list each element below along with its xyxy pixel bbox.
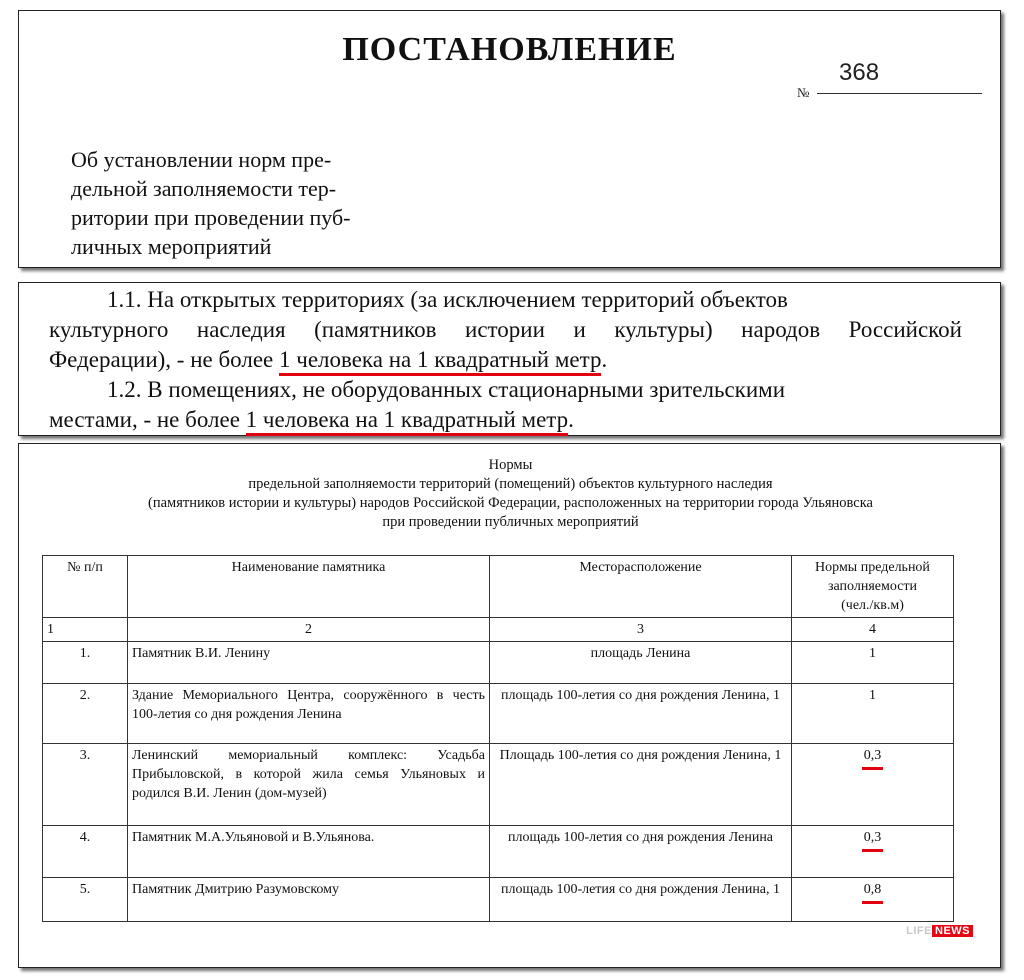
row-norm: [792, 744, 954, 826]
lifenews-watermark: [906, 925, 973, 937]
column-number: 3: [490, 618, 792, 642]
resolution-subject: [71, 145, 431, 261]
heading-line: при проведении публичных мероприятий: [382, 514, 639, 530]
clause-1-2-line-1: 1.2. В помещениях, не оборудованных стационарными зрительскими: [107, 377, 786, 402]
column-header-location: Месторасположение: [490, 556, 792, 618]
row-norm: [792, 878, 954, 922]
norm-header-line: Нормы предельной: [815, 560, 930, 575]
row-location: площадь 100-летия со дня рождения Ленина, 1: [490, 878, 792, 922]
column-number: 4: [792, 618, 954, 642]
column-header-name: Наименование памятника: [128, 556, 490, 618]
highlighted-norm: 1 человека на 1 квадратный метр: [279, 347, 601, 376]
heading-line: (памятников истории и культуры) народов Российской Федерации, расположенных на территории города Ульяновска: [148, 495, 873, 511]
norm-header-line: (чел./кв.м): [841, 598, 904, 613]
heading-line: предельной заполняемости территорий (помещений) объектов культурного наследия: [248, 476, 773, 492]
row-name: Памятник В.И. Ленину: [128, 642, 490, 684]
subject-line: Об установлении норм пре-: [71, 147, 332, 172]
heading-line: Нормы: [488, 457, 533, 473]
column-number: 1: [43, 618, 128, 642]
norms-table-panel: [18, 443, 1001, 968]
clause-text: .: [601, 347, 608, 372]
number-label: №: [797, 85, 810, 100]
row-norm: 1: [792, 642, 954, 684]
highlighted-norm-value: 0,3: [862, 747, 884, 770]
clause-1-1-line-2: культурного наследия (памятников истории и культуры) народов Российской: [49, 317, 962, 342]
row-num: 5.: [43, 878, 128, 922]
highlighted-norm-value: 0,8: [862, 881, 884, 904]
norms-heading: [19, 456, 1002, 532]
row-num: 2.: [43, 684, 128, 744]
subject-line: дельной заполняемости тер-: [71, 176, 337, 201]
row-num: 1.: [43, 642, 128, 684]
norms-table: [42, 555, 954, 922]
row-num: 4.: [43, 826, 128, 878]
column-number-row: [43, 618, 954, 642]
table-row: [43, 826, 954, 878]
row-location: площадь 100-летия со дня рождения Ленина: [490, 826, 792, 878]
row-name: Ленинский мемориальный комплекс: Усадьба Прибыловской, в которой жила семья Ульяновых и родился В.И. Ленин (дом-музей): [128, 744, 490, 826]
row-name: Здание Мемориального Центра, сооружённого в честь 100-летия со дня рождения Ленина: [128, 684, 490, 744]
row-norm: 1: [792, 684, 954, 744]
clause-1-2-line-2: [49, 405, 574, 435]
highlighted-norm-value: 0,3: [862, 829, 884, 852]
table-row: [43, 642, 954, 684]
row-location: Площадь 100-летия со дня рождения Ленина, 1: [490, 744, 792, 826]
column-header-norm: [792, 556, 954, 618]
column-header-num: № п/п: [43, 556, 128, 618]
clause-text: .: [568, 407, 574, 432]
number-underline: [817, 93, 982, 94]
clause-1-1-line-1: 1.1. На открытых территориях (за исключением территорий объектов: [107, 287, 788, 312]
row-location: площадь 100-летия со дня рождения Ленина, 1: [490, 684, 792, 744]
subject-line: ритории при проведении пуб-: [71, 205, 351, 230]
table-row: [43, 878, 954, 922]
column-number: 2: [128, 618, 490, 642]
table-row: [43, 684, 954, 744]
resolution-number: 368: [839, 59, 880, 86]
table-row: [43, 744, 954, 826]
clauses-panel: [18, 282, 1001, 436]
row-num: 3.: [43, 744, 128, 826]
document-title: ПОСТАНОВЛЕНИЕ: [342, 31, 677, 68]
clause-text: местами, - не более: [49, 407, 246, 432]
subject-line: личных мероприятий: [71, 234, 272, 259]
row-name: Памятник Дмитрию Разумовскому: [128, 878, 490, 922]
resolution-header-panel: [18, 10, 1001, 268]
norm-header-line: заполняемости: [827, 579, 918, 594]
watermark-part: NEWS: [932, 925, 973, 937]
clause-1-1-line-3: [49, 345, 607, 375]
row-name: Памятник М.А.Ульяновой и В.Ульянова.: [128, 826, 490, 878]
table-header-row: [43, 556, 954, 618]
watermark-part: LIFE: [906, 925, 932, 937]
row-norm: [792, 826, 954, 878]
clause-text: Федерации), - не более: [49, 347, 279, 372]
highlighted-norm: 1 человека на 1 квадратный метр: [246, 407, 568, 436]
row-location: площадь Ленина: [490, 642, 792, 684]
